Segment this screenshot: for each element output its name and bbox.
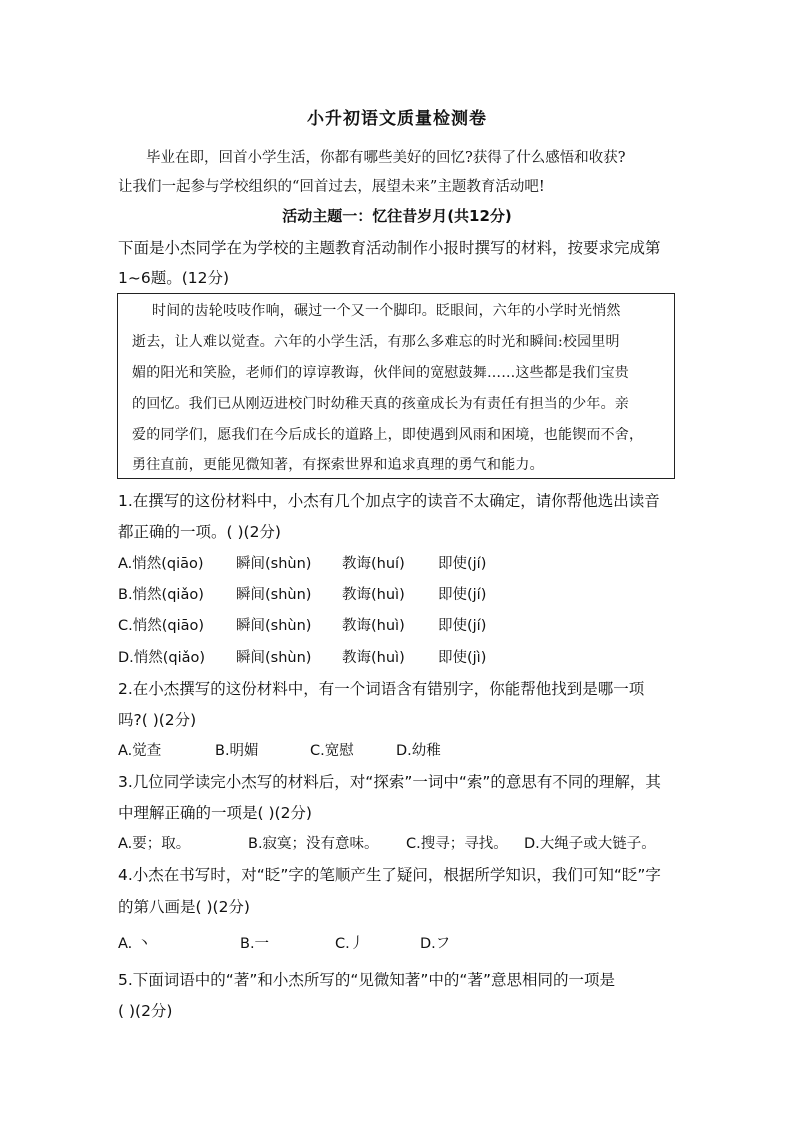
question-2-option-d: D.幼稚 [396, 743, 441, 759]
question-4-stem: 的第八画是( )(2分) [118, 898, 250, 916]
question-4-option-d: D.フ [420, 936, 451, 952]
material-line: 时间的齿轮吱吱作响，碾过一个又一个脚印。眨眼间，六年的小学时光悄然 [152, 303, 621, 319]
page-title: 小升初语文质量检测卷 [307, 109, 487, 129]
question-4-option-c: C.丿 [335, 936, 365, 952]
question-1-stem: 都正确的一项。( )(2分) [118, 523, 281, 541]
question-2-option-a: A.觉查 [118, 743, 162, 759]
intro-line: 让我们一起参与学校组织的“回首过去，展望未来”主题教育活动吧! [118, 179, 545, 195]
exam-page: 小升初语文质量检测卷 毕业在即，回首小学生活，你都有哪些美好的回忆?获得了什么感悟和收获? 让我们一起参与学校组织的“回首过去，展望未来”主题教育活动吧! 活动主题一：忆往昔岁月(共12分) 下面是小杰同学在为学校的主题教育活动制作小报时撰写的材料，按要求完成第 1~6题。(12分) 时间的齿轮吱吱作响，碾过一个又一个脚印。眨眼间，六年的小学时光悄然 逝去，让人难以觉查。六年的小学生活，有那么多难忘的时光和瞬间:校园里明 媚的阳光和笑脸，老师们的谆谆教诲，伙伴间的宽慰鼓舞……这些都是我们宝贵 的回忆。我们已从刚迈进校门时幼稚天真的孩童成长为有责任有担当的少年。亲 爱的同学们，愿我们在今后成长的道路上，即使遇到风雨和困境，也能锲而不舍， 勇往直前，更能见微知著，有探索世界和追求真理的勇气和能力。 1.在撰写的这份材料中，小杰有几个加点字的读音不太确定，请你帮他选出读音 都正确的一项。( )(2分) A.悄然(qiāo) 瞬间(shùn) 教诲(huí) 即使(jí) B.悄然(qiǎo) 瞬间(shùn) 教诲(huì) 即使(jí) C.悄然(qiāo) 瞬间(shùn) 教诲(huì) 即使(jí) D.悄然(qiǎo) 瞬间(shùn) 教诲(huì) 即使(jì) 2.在小杰撰写的这份材料中，有一个词语含有错别字，你能帮他找到是哪一项 吗?( )(2分) A.觉查 B.明媚 C.宽慰 D.幼稚 3.几位同学读完小杰写的材料后，对“探索”一词中“索”的意思有不同的理解，其 中理解正确的一项是( )(2分) A.要；取。 B.寂寞；没有意味。 C.搜寻；寻找。 D.大绳子或大链子。 4.小杰在书写时，对“眨”字的笔顺产生了疑问，根据所学知识，我们可知“眨”字 的第八画是( )(2分) A. 丶 B.一 C.丿 D.フ 5.下面词语中的“著”和小杰所写的“见微知著”中的“著”意思相同的一项是 ( )(2分) [0, 0, 794, 1123]
section-heading: 活动主题一：忆往昔岁月(共12分) [282, 207, 512, 225]
question-3-option-c: C.搜寻；寻找。 [406, 836, 508, 852]
question-2-stem: 2.在小杰撰写的这份材料中，有一个词语含有错别字，你能帮他找到是哪一项 [118, 680, 645, 698]
question-4-option-b: B.一 [240, 936, 270, 952]
question-5-stem: 5.下面词语中的“著”和小杰所写的“见微知著”中的“著”意思相同的一项是 [118, 971, 615, 989]
material-line: 爱的同学们，愿我们在今后成长的道路上，即使遇到风雨和困境，也能锲而不舍， [132, 427, 644, 443]
question-2-stem: 吗?( )(2分) [118, 711, 197, 729]
intro-line: 毕业在即，回首小学生活，你都有哪些美好的回忆?获得了什么感悟和收获? [146, 150, 626, 166]
material-box [117, 293, 675, 479]
question-3-stem: 3.几位同学读完小杰写的材料后，对“探索”一词中“索”的意思有不同的理解，其 [118, 773, 661, 791]
instruction-line: 1~6题。(12分) [118, 269, 230, 287]
question-2-option-b: B.明媚 [215, 743, 259, 759]
instruction-line: 下面是小杰同学在为学校的主题教育活动制作小报时撰写的材料，按要求完成第 [118, 239, 661, 257]
question-3-option-b: B.寂寞；没有意味。 [248, 836, 379, 852]
question-1-stem: 1.在撰写的这份材料中，小杰有几个加点字的读音不太确定，请你帮他选出读音 [118, 492, 660, 510]
question-4-stem: 4.小杰在书写时，对“眨”字的笔顺产生了疑问，根据所学知识，我们可知“眨”字 [118, 866, 661, 884]
question-3-option-a: A.要；取。 [118, 836, 191, 852]
question-3-stem: 中理解正确的一项是( )(2分) [118, 804, 312, 822]
question-5-stem: ( )(2分) [118, 1002, 173, 1020]
question-2-option-c: C.宽慰 [310, 743, 354, 759]
material-line: 的回忆。我们已从刚迈进校门时幼稚天真的孩童成长为有责任有担当的少年。亲 [132, 396, 629, 412]
material-line: 媚的阳光和笑脸，老师们的谆谆教诲，伙伴间的宽慰鼓舞……这些都是我们宝贵 [132, 365, 629, 381]
material-line: 逝去，让人难以觉查。六年的小学生活，有那么多难忘的时光和瞬间:校园里明 [132, 334, 620, 350]
question-3-option-d: D.大绳子或大链子。 [524, 836, 656, 852]
question-4-option-a: A. 丶 [118, 936, 152, 952]
material-line: 勇往直前，更能见微知著，有探索世界和追求真理的勇气和能力。 [132, 457, 544, 473]
